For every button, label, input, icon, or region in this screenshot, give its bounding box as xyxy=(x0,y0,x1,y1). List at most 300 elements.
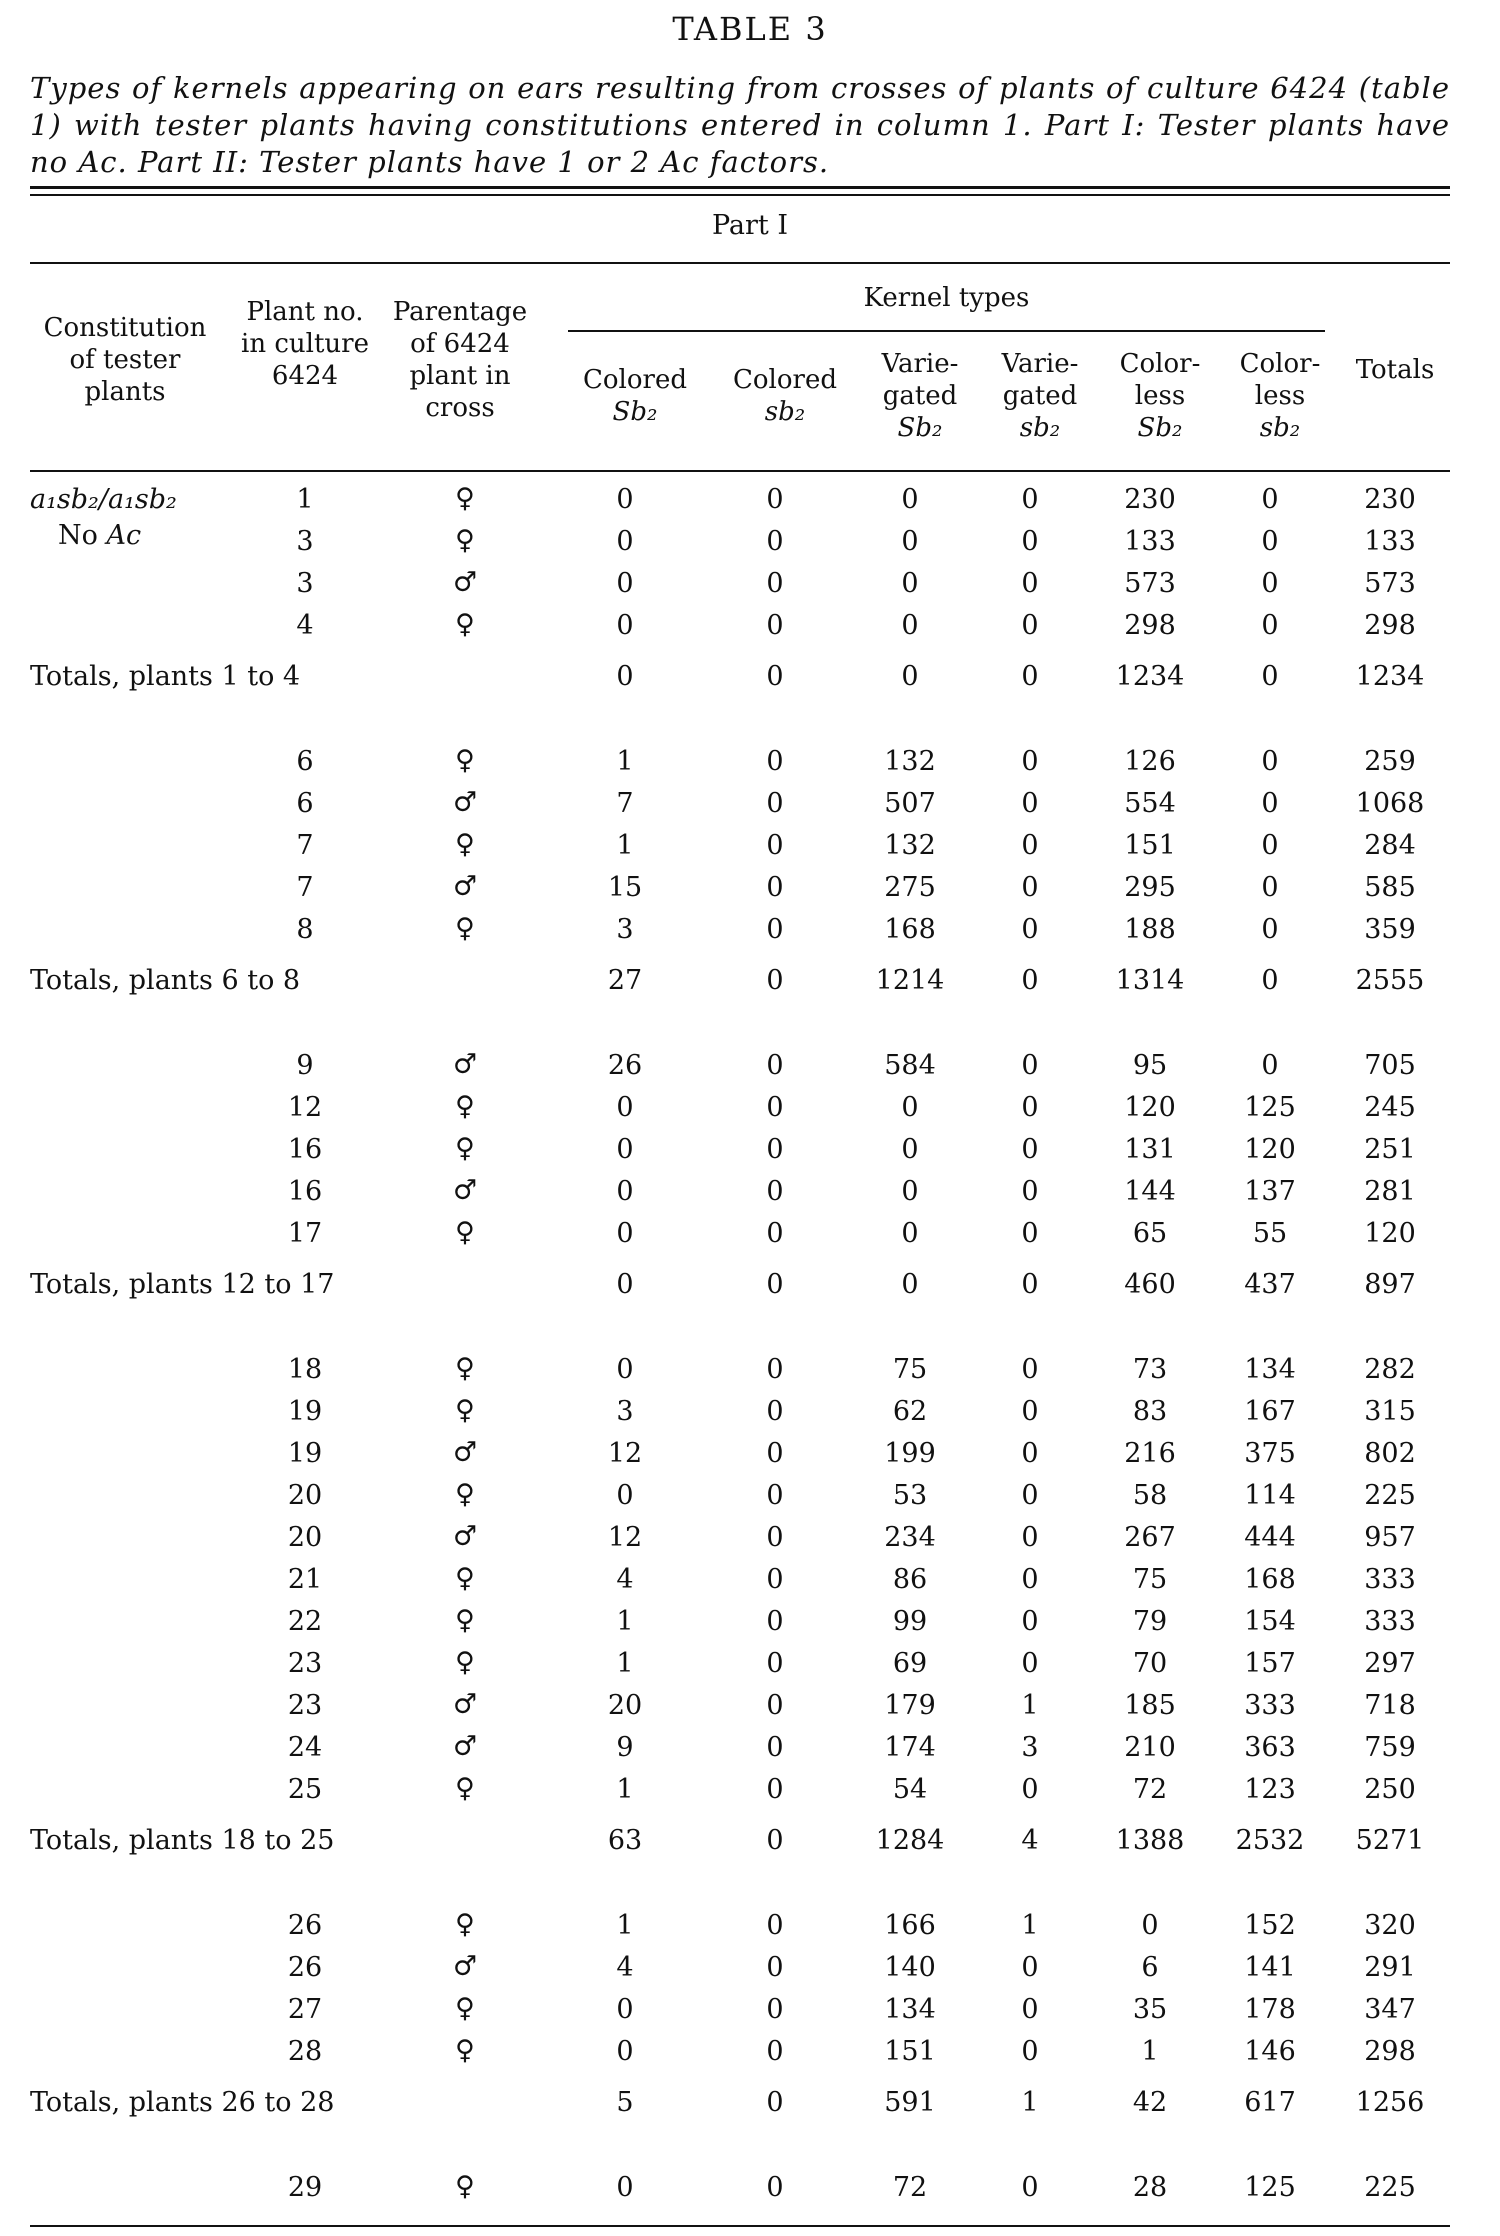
table-body xyxy=(30,478,1450,2208)
constitution-ac-label: Ac xyxy=(106,520,142,551)
value-cell: 0 xyxy=(1021,1647,1039,1679)
value-cell: 0 xyxy=(901,483,919,515)
value-cell: 0 xyxy=(1021,1217,1039,1249)
value-cell: 125 xyxy=(1244,2171,1296,2203)
table-row xyxy=(30,1170,1450,1212)
totals-cell: 0 xyxy=(1261,964,1279,996)
spacer-row xyxy=(30,1010,1450,1044)
table-row xyxy=(30,604,1450,646)
value-cell: 0 xyxy=(1261,745,1279,777)
constitution-cell xyxy=(30,1558,230,1600)
value-cell: 0 xyxy=(766,1217,784,1249)
value-cell: 333 xyxy=(1364,1605,1416,1637)
value-cell: 83 xyxy=(1132,1395,1168,1427)
value-cell: 0 xyxy=(766,829,784,861)
value-cell: 144 xyxy=(1124,1175,1176,1207)
plant-number-cell: 7 xyxy=(296,829,314,861)
value-cell: 0 xyxy=(766,1731,784,1763)
value-cell: 573 xyxy=(1124,567,1176,599)
value-cell: 168 xyxy=(884,913,936,945)
table-row xyxy=(30,866,1450,908)
constitution-cell xyxy=(30,520,230,562)
value-cell: 0 xyxy=(616,483,634,515)
value-cell: 705 xyxy=(1364,1049,1416,1081)
value-cell: 0 xyxy=(1021,1479,1039,1511)
value-cell: 0 xyxy=(1261,787,1279,819)
constitution-cell xyxy=(30,1516,230,1558)
value-cell: 1 xyxy=(1141,2035,1159,2067)
value-cell: 0 xyxy=(1021,1091,1039,1123)
table-row xyxy=(30,2030,1450,2072)
value-cell: 0 xyxy=(1261,829,1279,861)
constitution-cell xyxy=(30,1768,230,1810)
value-cell: 0 xyxy=(766,1773,784,1805)
plant-number-cell: 8 xyxy=(296,913,314,945)
totals-cell: 0 xyxy=(1021,660,1039,692)
plant-number-cell: 26 xyxy=(287,1909,323,1941)
value-cell: 802 xyxy=(1364,1437,1416,1469)
value-cell: 178 xyxy=(1244,1993,1296,2025)
value-cell: 0 xyxy=(616,1993,634,2025)
constitution-cell xyxy=(30,1044,230,1086)
plant-number-cell: 20 xyxy=(287,1479,323,1511)
totals-cell: 0 xyxy=(616,1268,634,1300)
constitution-cell xyxy=(30,2166,230,2208)
value-cell: 0 xyxy=(616,1175,634,1207)
male-symbol-icon: ♂ xyxy=(452,1951,478,1982)
constitution-cell xyxy=(30,1212,230,1254)
value-cell: 0 xyxy=(766,609,784,641)
plant-number-cell: 7 xyxy=(296,871,314,903)
totals-row xyxy=(30,646,1450,706)
value-cell: 0 xyxy=(1021,871,1039,903)
value-cell: 0 xyxy=(1021,787,1039,819)
totals-cell: 63 xyxy=(607,1824,643,1856)
value-cell: 168 xyxy=(1244,1563,1296,1595)
value-cell: 282 xyxy=(1364,1353,1416,1385)
female-symbol-icon: ♀ xyxy=(455,1773,475,1804)
value-cell: 0 xyxy=(1021,745,1039,777)
value-cell: 245 xyxy=(1364,1091,1416,1123)
value-cell: 0 xyxy=(1261,609,1279,641)
male-symbol-icon: ♂ xyxy=(452,1731,478,1762)
plant-number-cell: 4 xyxy=(296,609,314,641)
value-cell: 0 xyxy=(1261,1049,1279,1081)
value-cell: 75 xyxy=(1132,1563,1168,1595)
plant-number-cell: 12 xyxy=(287,1091,323,1123)
value-cell: 0 xyxy=(766,525,784,557)
value-cell: 132 xyxy=(884,745,936,777)
value-cell: 95 xyxy=(1132,1049,1168,1081)
totals-row xyxy=(30,2072,1450,2132)
table-caption: Types of kernels appearing on ears resulting from crosses of plants of culture 6424 (table 1) with tester plants having constitutions entered in column 1. Part I: Tester plants have no Ac. Part II: Tester plants have 1 or 2 Ac factors. xyxy=(30,71,1450,179)
value-cell: 333 xyxy=(1364,1563,1416,1595)
value-cell: 0 xyxy=(901,525,919,557)
header-colored-sb2: Colored sb₂ xyxy=(733,365,837,427)
female-symbol-icon: ♀ xyxy=(455,1091,475,1122)
totals-cell: 1234 xyxy=(1355,660,1425,692)
header-colorless-Sb2: Color- less Sb₂ xyxy=(1119,349,1201,443)
plant-number-cell: 23 xyxy=(287,1689,323,1721)
plant-number-cell: 27 xyxy=(287,1993,323,2025)
value-cell: 0 xyxy=(616,1479,634,1511)
totals-cell: 460 xyxy=(1124,1268,1176,1300)
female-symbol-icon: ♀ xyxy=(455,1133,475,1164)
value-cell: 126 xyxy=(1124,745,1176,777)
value-cell: 0 xyxy=(1021,1353,1039,1385)
value-cell: 73 xyxy=(1132,1353,1168,1385)
totals-cell: 437 xyxy=(1244,1268,1296,1300)
value-cell: 0 xyxy=(766,483,784,515)
male-symbol-icon: ♂ xyxy=(452,787,478,818)
totals-cell: 1314 xyxy=(1115,964,1185,996)
value-cell: 3 xyxy=(1021,1731,1039,1763)
value-cell: 0 xyxy=(766,913,784,945)
totals-cell: 0 xyxy=(616,660,634,692)
totals-label: Totals, plants 6 to 8 xyxy=(30,964,301,996)
totals-cell: 0 xyxy=(1021,964,1039,996)
value-cell: 0 xyxy=(1021,567,1039,599)
value-cell: 134 xyxy=(1244,1353,1296,1385)
spacer-row xyxy=(30,706,1450,740)
female-symbol-icon: ♀ xyxy=(455,1563,475,1594)
value-cell: 137 xyxy=(1244,1175,1296,1207)
value-cell: 0 xyxy=(766,1909,784,1941)
totals-cell: 591 xyxy=(884,2086,936,2118)
plant-number-cell: 18 xyxy=(287,1353,323,1385)
value-cell: 0 xyxy=(766,1437,784,1469)
value-cell: 0 xyxy=(766,1133,784,1165)
totals-label: Totals, plants 1 to 4 xyxy=(30,660,301,692)
plant-number-cell: 19 xyxy=(287,1437,323,1469)
totals-cell: 0 xyxy=(1261,660,1279,692)
female-symbol-icon: ♀ xyxy=(455,1353,475,1384)
header-kernel-types: Kernel types xyxy=(863,283,1030,313)
plant-number-cell: 6 xyxy=(296,745,314,777)
totals-row xyxy=(30,1810,1450,1870)
value-cell: 99 xyxy=(892,1605,928,1637)
totals-cell: 0 xyxy=(766,964,784,996)
value-cell: 0 xyxy=(1021,525,1039,557)
table-row xyxy=(30,1600,1450,1642)
value-cell: 1 xyxy=(616,1647,634,1679)
plant-number-cell: 21 xyxy=(287,1563,323,1595)
totals-cell: 5 xyxy=(616,2086,634,2118)
value-cell: 151 xyxy=(884,2035,936,2067)
constitution-cell xyxy=(30,1642,230,1684)
value-cell: 69 xyxy=(892,1647,928,1679)
constitution-cell xyxy=(30,1904,230,1946)
plant-number-cell: 3 xyxy=(296,567,314,599)
value-cell: 284 xyxy=(1364,829,1416,861)
table-row xyxy=(30,1212,1450,1254)
kernel-types-rule xyxy=(568,330,1325,332)
value-cell: 363 xyxy=(1244,1731,1296,1763)
value-cell: 359 xyxy=(1364,913,1416,945)
female-symbol-icon: ♀ xyxy=(455,1395,475,1426)
value-cell: 131 xyxy=(1124,1133,1176,1165)
value-cell: 3 xyxy=(616,1395,634,1427)
male-symbol-icon: ♂ xyxy=(452,1175,478,1206)
table-title: TABLE 3 xyxy=(672,10,828,48)
constitution-cell xyxy=(30,908,230,950)
plant-number-cell: 28 xyxy=(287,2035,323,2067)
value-cell: 65 xyxy=(1132,1217,1168,1249)
value-cell: 0 xyxy=(1261,913,1279,945)
value-cell: 132 xyxy=(884,829,936,861)
totals-cell: 897 xyxy=(1364,1268,1416,1300)
top-rule xyxy=(30,186,1450,189)
table-row xyxy=(30,2166,1450,2208)
value-cell: 199 xyxy=(884,1437,936,1469)
value-cell: 15 xyxy=(607,871,643,903)
value-cell: 79 xyxy=(1132,1605,1168,1637)
spacer-row xyxy=(30,2132,1450,2166)
value-cell: 0 xyxy=(1021,1133,1039,1165)
value-cell: 0 xyxy=(766,1993,784,2025)
value-cell: 185 xyxy=(1124,1689,1176,1721)
constitution-cell xyxy=(30,2030,230,2072)
value-cell: 0 xyxy=(901,1091,919,1123)
value-cell: 250 xyxy=(1364,1773,1416,1805)
constitution-cell xyxy=(30,562,230,604)
value-cell: 123 xyxy=(1244,1773,1296,1805)
value-cell: 0 xyxy=(766,1951,784,1983)
value-cell: 75 xyxy=(892,1353,928,1385)
value-cell: 259 xyxy=(1364,745,1416,777)
value-cell: 320 xyxy=(1364,1909,1416,1941)
header-parentage: Parentage of 6424 plant in cross xyxy=(392,297,528,423)
table-row xyxy=(30,1390,1450,1432)
female-symbol-icon: ♀ xyxy=(455,1479,475,1510)
female-symbol-icon: ♀ xyxy=(455,1909,475,1940)
value-cell: 291 xyxy=(1364,1951,1416,1983)
table-row xyxy=(30,1988,1450,2030)
value-cell: 234 xyxy=(884,1521,936,1553)
value-cell: 0 xyxy=(1021,1521,1039,1553)
plant-number-cell: 19 xyxy=(287,1395,323,1427)
value-cell: 1 xyxy=(1021,1689,1039,1721)
spacer-row xyxy=(30,1314,1450,1348)
value-cell: 957 xyxy=(1364,1521,1416,1553)
value-cell: 7 xyxy=(616,787,634,819)
value-cell: 0 xyxy=(766,787,784,819)
constitution-cell xyxy=(30,1684,230,1726)
value-cell: 216 xyxy=(1124,1437,1176,1469)
plant-number-cell: 23 xyxy=(287,1647,323,1679)
constitution-cell xyxy=(30,1474,230,1516)
value-cell: 267 xyxy=(1124,1521,1176,1553)
table-row xyxy=(30,520,1450,562)
plant-number-cell: 17 xyxy=(287,1217,323,1249)
totals-cell: 0 xyxy=(766,660,784,692)
value-cell: 0 xyxy=(1021,483,1039,515)
table-row xyxy=(30,782,1450,824)
female-symbol-icon: ♀ xyxy=(455,1993,475,2024)
value-cell: 0 xyxy=(616,1217,634,1249)
constitution-cell xyxy=(30,1348,230,1390)
value-cell: 53 xyxy=(892,1479,928,1511)
value-cell: 72 xyxy=(1132,1773,1168,1805)
value-cell: 1 xyxy=(616,1605,634,1637)
value-cell: 120 xyxy=(1124,1091,1176,1123)
table-row xyxy=(30,562,1450,604)
value-cell: 0 xyxy=(766,1647,784,1679)
value-cell: 0 xyxy=(766,1395,784,1427)
header-totals: Totals xyxy=(1355,355,1435,385)
male-symbol-icon: ♂ xyxy=(452,871,478,902)
header-plant-no: Plant no. in culture 6424 xyxy=(241,297,369,391)
value-cell: 0 xyxy=(1261,567,1279,599)
value-cell: 20 xyxy=(607,1689,643,1721)
value-cell: 0 xyxy=(766,1605,784,1637)
totals-label: Totals, plants 18 to 25 xyxy=(30,1824,335,1856)
value-cell: 375 xyxy=(1244,1437,1296,1469)
constitution-cell xyxy=(30,1128,230,1170)
table-row xyxy=(30,1348,1450,1390)
value-cell: 0 xyxy=(1021,1605,1039,1637)
value-cell: 759 xyxy=(1364,1731,1416,1763)
value-cell: 146 xyxy=(1244,2035,1296,2067)
value-cell: 333 xyxy=(1244,1689,1296,1721)
value-cell: 188 xyxy=(1124,913,1176,945)
value-cell: 1068 xyxy=(1355,787,1425,819)
table-row xyxy=(30,1946,1450,1988)
plant-number-cell: 9 xyxy=(296,1049,314,1081)
value-cell: 0 xyxy=(766,745,784,777)
plant-number-cell: 22 xyxy=(287,1605,323,1637)
value-cell: 141 xyxy=(1244,1951,1296,1983)
value-cell: 0 xyxy=(1021,2035,1039,2067)
value-cell: 0 xyxy=(766,1521,784,1553)
value-cell: 134 xyxy=(884,1993,936,2025)
value-cell: 0 xyxy=(901,1175,919,1207)
value-cell: 152 xyxy=(1244,1909,1296,1941)
value-cell: 1 xyxy=(616,829,634,861)
value-cell: 0 xyxy=(1021,1951,1039,1983)
value-cell: 230 xyxy=(1124,483,1176,515)
value-cell: 281 xyxy=(1364,1175,1416,1207)
value-cell: 72 xyxy=(892,2171,928,2203)
value-cell: 444 xyxy=(1244,1521,1296,1553)
constitution-no-label: No xyxy=(58,520,107,551)
totals-cell: 1388 xyxy=(1115,1824,1185,1856)
value-cell: 4 xyxy=(616,1563,634,1595)
value-cell: 225 xyxy=(1364,1479,1416,1511)
totals-cell: 0 xyxy=(766,1824,784,1856)
plant-number-cell: 25 xyxy=(287,1773,323,1805)
totals-cell: 617 xyxy=(1244,2086,1296,2118)
value-cell: 0 xyxy=(766,1479,784,1511)
table-row xyxy=(30,824,1450,866)
female-symbol-icon: ♀ xyxy=(455,2171,475,2202)
totals-cell: 1284 xyxy=(875,1824,945,1856)
constitution-cell xyxy=(30,1086,230,1128)
male-symbol-icon: ♂ xyxy=(452,1049,478,1080)
value-cell: 0 xyxy=(1021,1563,1039,1595)
value-cell: 6 xyxy=(1141,1951,1159,1983)
totals-cell: 1 xyxy=(1021,2086,1039,2118)
table-row xyxy=(30,1726,1450,1768)
value-cell: 62 xyxy=(892,1395,928,1427)
value-cell: 0 xyxy=(766,2171,784,2203)
value-cell: 0 xyxy=(766,1049,784,1081)
value-cell: 0 xyxy=(616,2035,634,2067)
value-cell: 9 xyxy=(616,1731,634,1763)
table-row xyxy=(30,1904,1450,1946)
value-cell: 0 xyxy=(766,2035,784,2067)
value-cell: 54 xyxy=(892,1773,928,1805)
value-cell: 0 xyxy=(616,1091,634,1123)
totals-row xyxy=(30,950,1450,1010)
value-cell: 0 xyxy=(766,1689,784,1721)
constitution-genotype: a₁sb₂/a₁sb₂ xyxy=(30,483,177,515)
value-cell: 0 xyxy=(616,2171,634,2203)
constitution-cell xyxy=(30,604,230,646)
constitution-cell xyxy=(30,1946,230,1988)
totals-cell: 27 xyxy=(607,964,643,996)
value-cell: 347 xyxy=(1364,1993,1416,2025)
plant-number-cell: 29 xyxy=(287,2171,323,2203)
female-symbol-icon: ♀ xyxy=(455,1605,475,1636)
value-cell: 0 xyxy=(1261,525,1279,557)
value-cell: 179 xyxy=(884,1689,936,1721)
table-row xyxy=(30,1474,1450,1516)
totals-cell: 42 xyxy=(1132,2086,1168,2118)
value-cell: 133 xyxy=(1124,525,1176,557)
totals-cell: 0 xyxy=(901,660,919,692)
value-cell: 0 xyxy=(766,871,784,903)
value-cell: 0 xyxy=(1261,483,1279,515)
top-rule-second xyxy=(30,194,1450,196)
value-cell: 0 xyxy=(1021,609,1039,641)
value-cell: 718 xyxy=(1364,1689,1416,1721)
plant-number-cell: 16 xyxy=(287,1133,323,1165)
table-row xyxy=(30,1086,1450,1128)
table-row xyxy=(30,1768,1450,1810)
value-cell: 0 xyxy=(901,1217,919,1249)
totals-row xyxy=(30,1254,1450,1314)
value-cell: 297 xyxy=(1364,1647,1416,1679)
plant-number-cell: 24 xyxy=(287,1731,323,1763)
plant-number-cell: 3 xyxy=(296,525,314,557)
table-row xyxy=(30,1432,1450,1474)
value-cell: 0 xyxy=(766,1563,784,1595)
plant-number-cell: 26 xyxy=(287,1951,323,1983)
totals-cell: 1234 xyxy=(1115,660,1185,692)
value-cell: 151 xyxy=(1124,829,1176,861)
value-cell: 251 xyxy=(1364,1133,1416,1165)
value-cell: 114 xyxy=(1244,1479,1296,1511)
plant-number-cell: 1 xyxy=(296,483,314,515)
value-cell: 0 xyxy=(616,1133,634,1165)
value-cell: 35 xyxy=(1132,1993,1168,2025)
value-cell: 70 xyxy=(1132,1647,1168,1679)
plant-number-cell: 20 xyxy=(287,1521,323,1553)
value-cell: 230 xyxy=(1364,483,1416,515)
header-colored-Sb2: Colored Sb₂ xyxy=(583,365,687,427)
value-cell: 0 xyxy=(616,609,634,641)
value-cell: 298 xyxy=(1364,609,1416,641)
value-cell: 0 xyxy=(1021,1437,1039,1469)
value-cell: 0 xyxy=(901,567,919,599)
value-cell: 12 xyxy=(607,1437,643,1469)
value-cell: 573 xyxy=(1364,567,1416,599)
table-row xyxy=(30,478,1450,520)
header-rule xyxy=(30,262,1450,264)
value-cell: 157 xyxy=(1244,1647,1296,1679)
value-cell: 0 xyxy=(1021,913,1039,945)
